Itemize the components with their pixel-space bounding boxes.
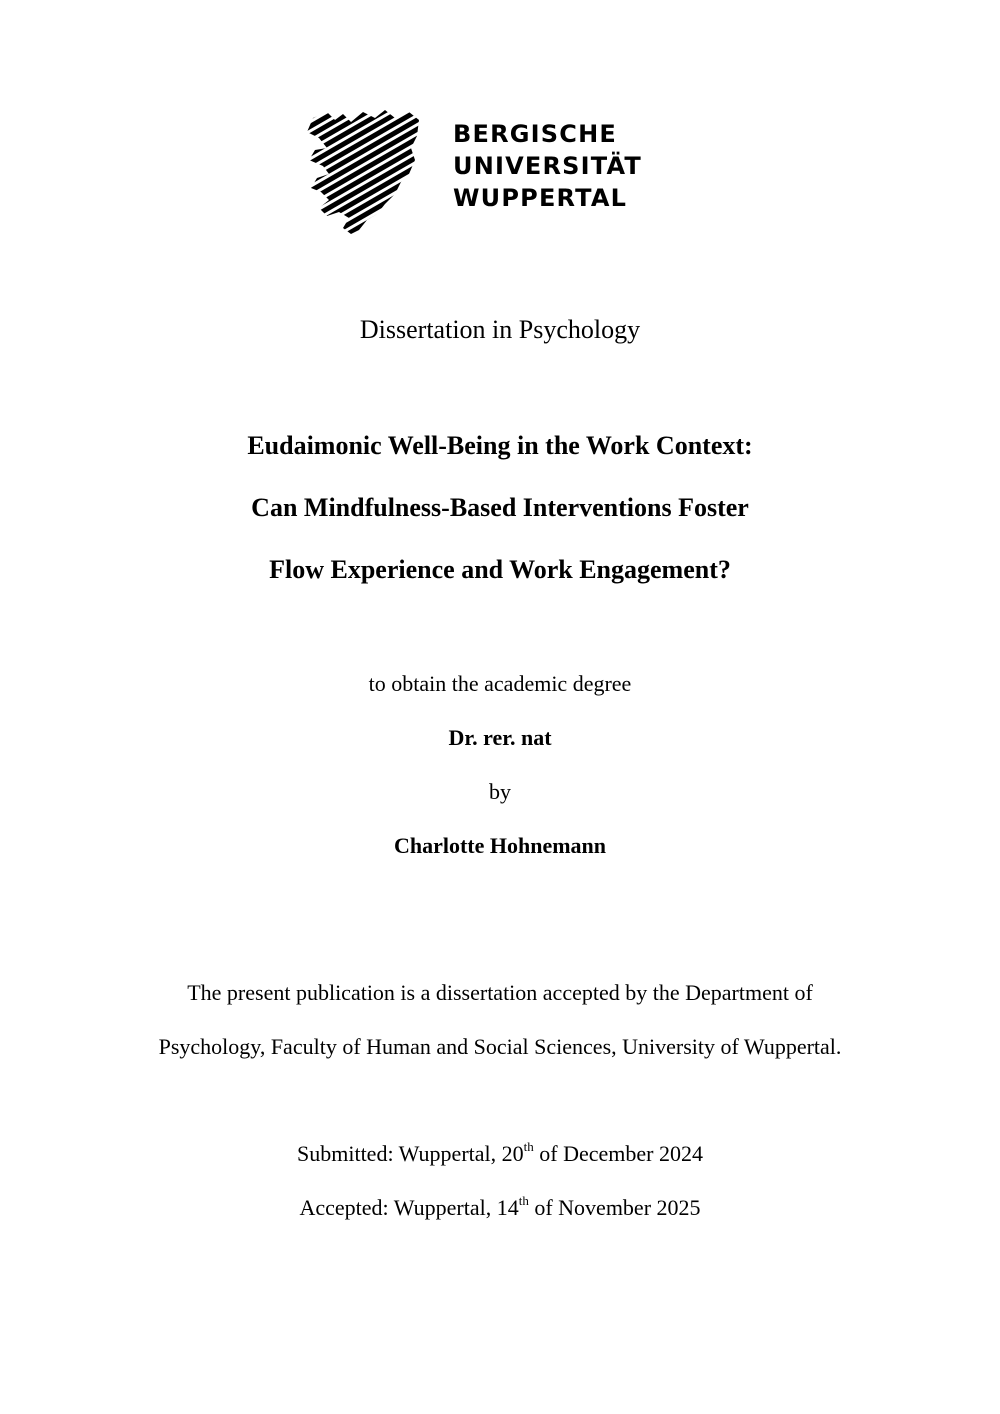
university-emblem-icon: [305, 108, 423, 234]
degree-purpose: to obtain the academic degree: [368, 671, 632, 696]
author-name: Charlotte Hohnemann: [393, 833, 607, 858]
accepted-prefix: Accepted: Wuppertal, 14: [299, 1195, 519, 1220]
submitted-date: [0, 1139, 1000, 1169]
accepted-date: [0, 1193, 1000, 1223]
submitted-ordinal: th: [523, 1138, 534, 1154]
accepted-suffix: of November 2025: [528, 1195, 701, 1220]
statement-line-2: Psychology, Faculty of Human and Social Sciences, University of Wuppertal.: [158, 1034, 842, 1059]
document-type: Dissertation in Psychology: [359, 315, 641, 344]
logo-line-1: BERGISCHE: [453, 120, 617, 148]
title-line-3: Flow Experience and Work Engagement?: [269, 555, 731, 584]
submitted-suffix: of December 2024: [533, 1141, 703, 1166]
logo-line-2: UNIVERSITÄT: [453, 152, 642, 180]
by-label: by: [489, 779, 511, 804]
logo-line-3: WUPPERTAL: [453, 184, 628, 212]
university-name: [453, 118, 642, 214]
degree-name: Dr. rer. nat: [448, 725, 552, 750]
statement-line-1: The present publication is a dissertation accepted by the Department of: [187, 980, 813, 1005]
title-line-1: Eudaimonic Well-Being in the Work Context:: [247, 431, 753, 460]
submitted-prefix: Submitted: Wuppertal, 20: [297, 1141, 524, 1166]
university-logo: [305, 108, 655, 234]
accepted-ordinal: th: [518, 1192, 529, 1208]
title-line-2: Can Mindfulness-Based Interventions Foster: [251, 493, 749, 522]
